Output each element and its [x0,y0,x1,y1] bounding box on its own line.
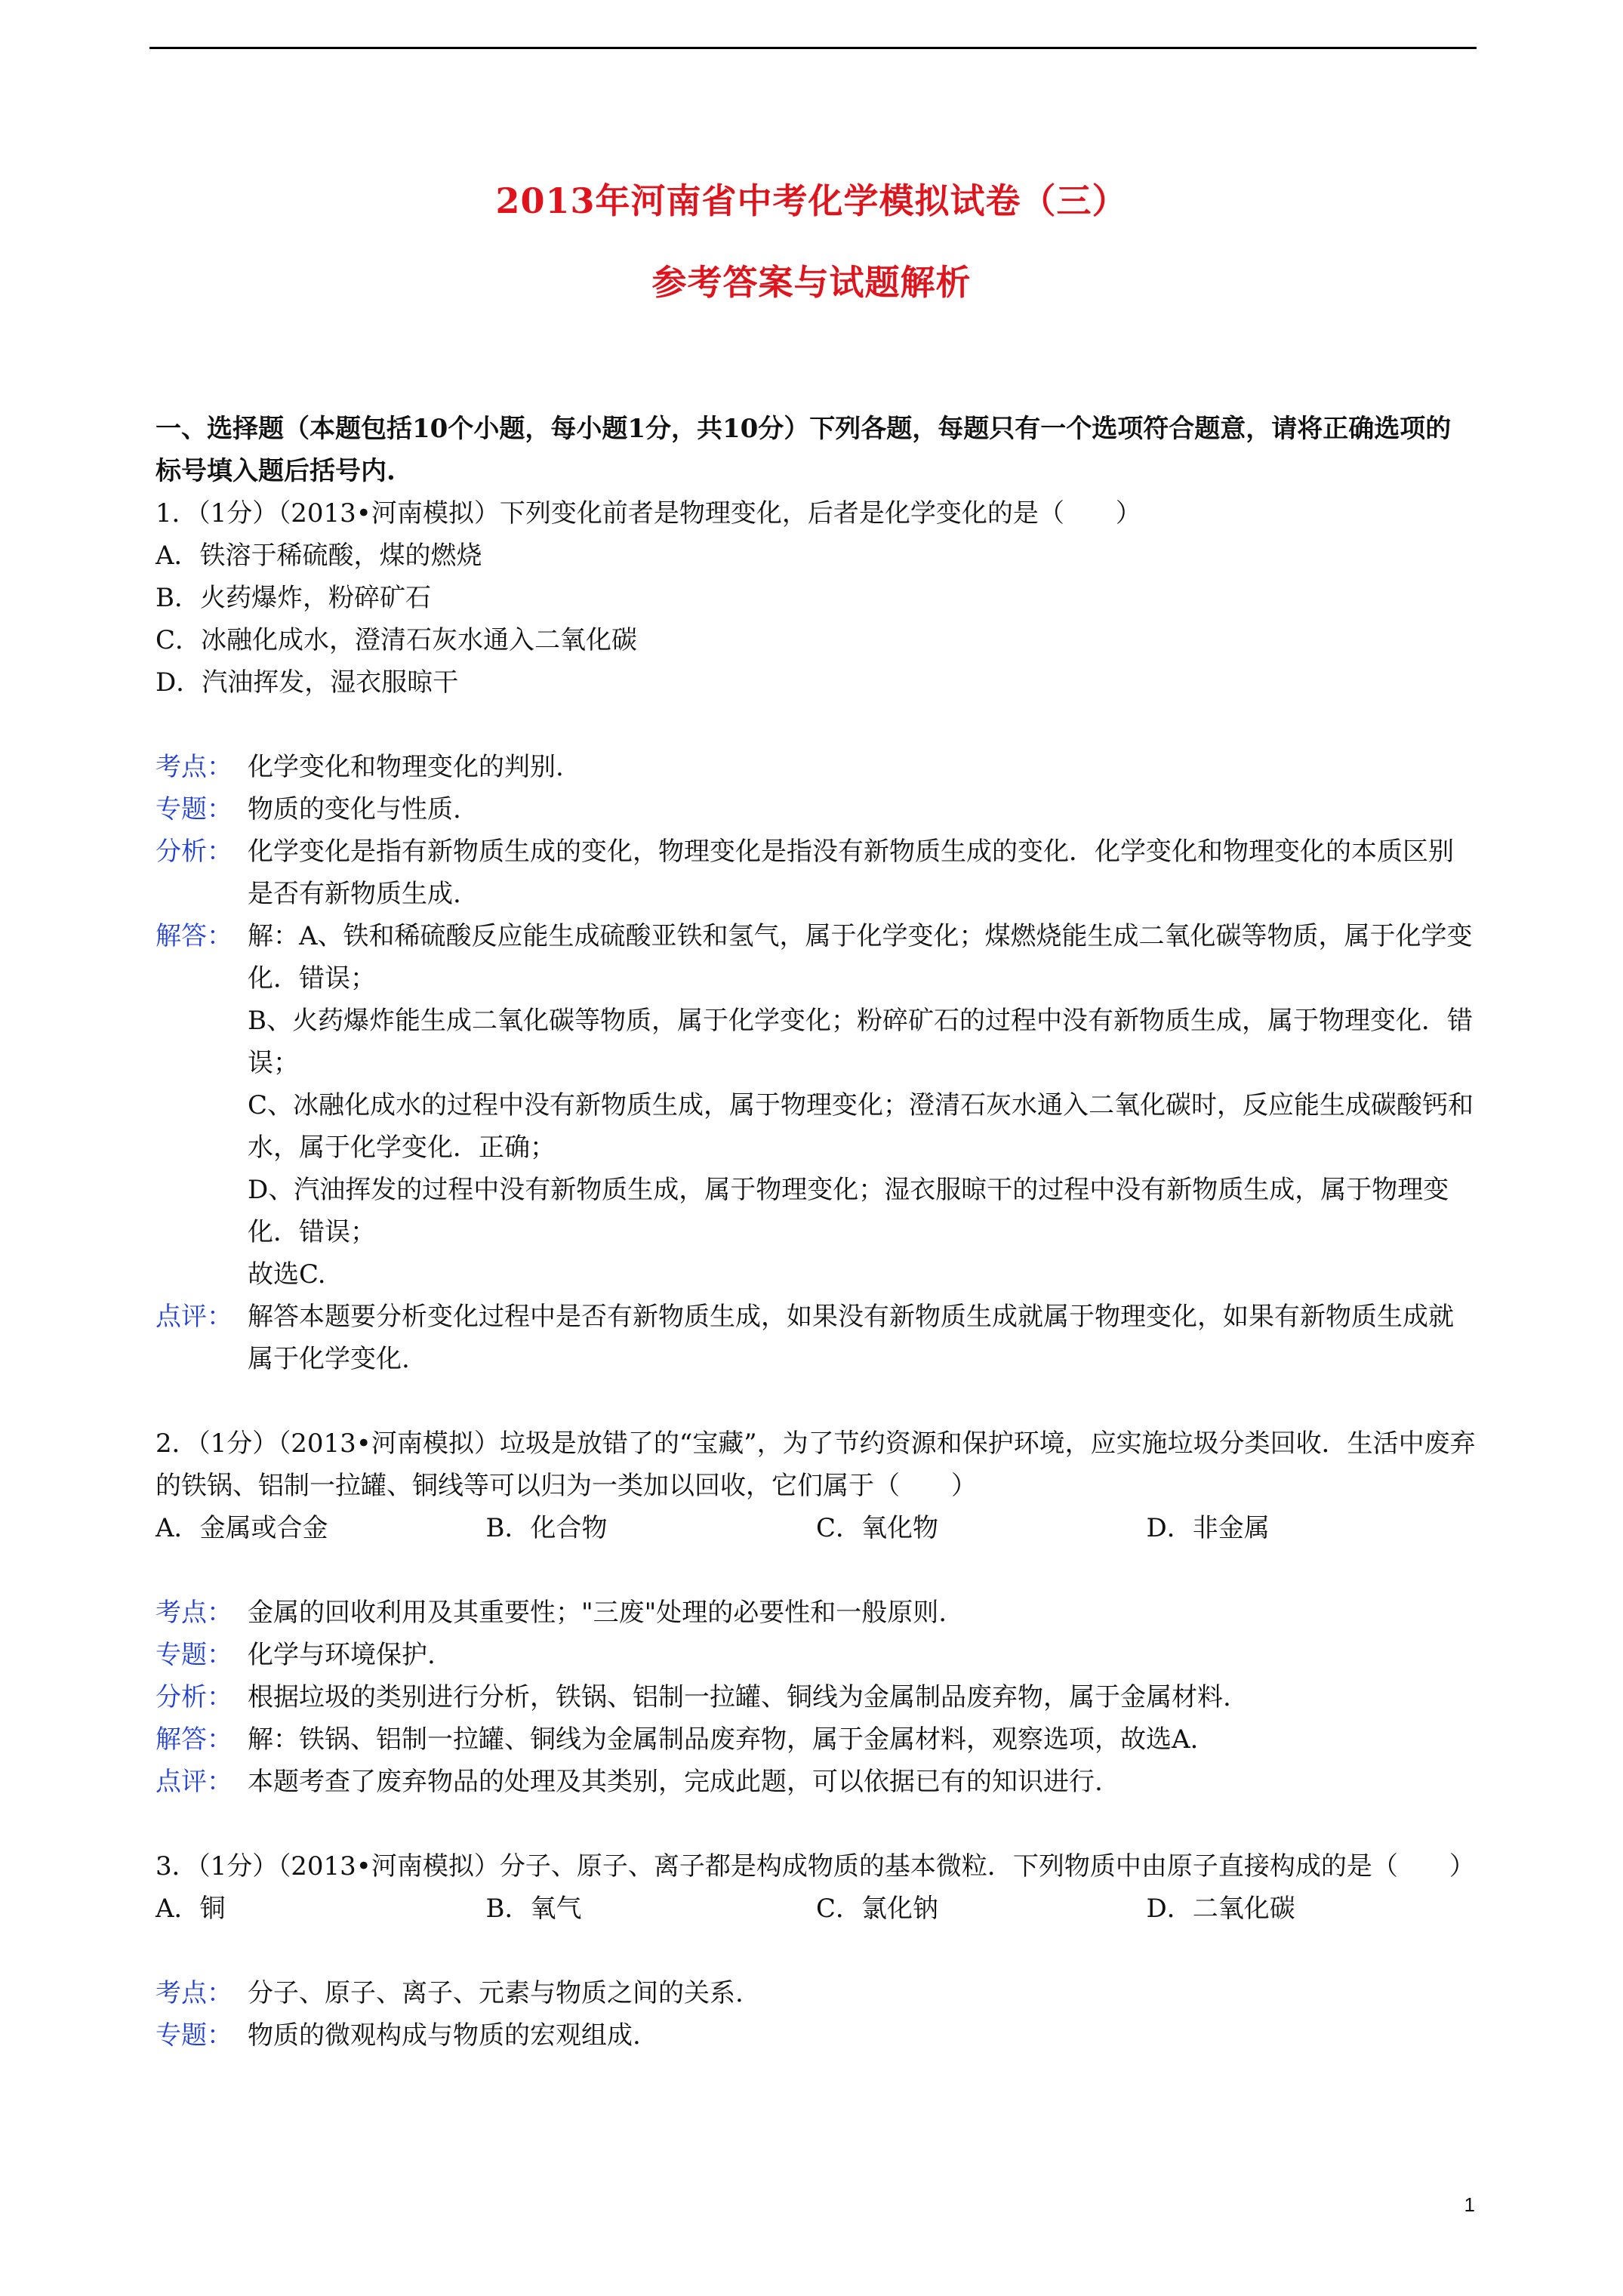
question-2-stem: 2．（1分）（2013•河南模拟）垃圾是放错了的“宝藏”，为了节约资源和保护环境，应实施垃圾分类回收．生活中废弃的铁锅、铝制一拉罐、铜线等可以归为一类加以回收，它们属于（ ） [156,1428,1476,1501]
page-title: 2013年河南省中考化学模拟试卷（三） [495,180,1128,221]
q1-kaodian [156,746,1477,788]
question-3-stem: 3．（1分）（2013•河南模拟）分子、原子、离子都是构成物质的基本微粒．下列物质中由原子直接构成的是（ ） [156,1851,1475,1881]
question-1-option-c: C．冰融化成水，澄清石灰水通入二氧化碳 [156,625,638,655]
question-1-option-a: A．铁溶于稀硫酸，煤的燃烧 [156,541,482,571]
q2-dianping [156,1761,1477,1803]
q1-fenxi [156,831,1477,915]
kaodian-label: 考点： [156,1978,233,2008]
question-3-option-d: D．二氧化碳 [1146,1894,1295,1924]
question-3-option-a: A．铜 [156,1894,226,1924]
document-body [156,408,1477,2057]
spacer [156,1930,1477,1972]
zhuanti-label: 专题： [156,2020,233,2051]
spacer [156,1549,1477,1592]
question-1-stem: 1．（1分）（2013•河南模拟）下列变化前者是物理变化，后者是化学变化的是（ ） [156,498,1141,529]
q1-jieda [156,915,1477,1296]
kaodian-label: 考点： [156,752,233,782]
header-rule [149,47,1477,49]
question-2-options [156,1507,1477,1549]
question-2-option-c: C．氧化物 [816,1513,939,1543]
page-subtitle: 参考答案与试题解析 [651,262,972,303]
jieda-label: 解答： [156,1724,233,1755]
q2-kaodian [156,1592,1477,1634]
zhuanti-text: 物质的变化与性质. [248,794,461,824]
zhuanti-label: 专题： [156,1640,233,1670]
kaodian-text: 分子、原子、离子、元素与物质之间的关系. [248,1978,744,2008]
zhuanti-text: 物质的微观构成与物质的宏观组成. [248,2020,641,2051]
page-number: 1 [1464,2193,1475,2216]
jieda-text: 解：铁锅、铝制一拉罐、铜线为金属制品废弃物，属于金属材料，观察选项，故选A. [248,1724,1199,1755]
dianping-label: 点评： [156,1302,233,1332]
fenxi-text: 化学变化是指有新物质生成的变化，物理变化是指没有新物质生成的变化．化学变化和物理变化的本质区别是否有新物质生成. [248,837,1454,909]
question-2-option-a: A．金属或合金 [156,1513,328,1543]
question-1-option-d: D．汽油挥发，湿衣服晾干 [156,667,459,698]
question-3-option-b: B．氧气 [485,1894,582,1924]
kaodian-label: 考点： [156,1598,233,1628]
fenxi-label: 分析： [156,837,233,867]
fenxi-label: 分析： [156,1682,233,1712]
question-3-option-c: C．氯化钠 [816,1894,939,1924]
question-2-option-d: D．非金属 [1146,1513,1270,1543]
jieda-line-a: 解：A、铁和稀硫酸反应能生成硫酸亚铁和氢气，属于化学变化；煤燃烧能生成二氧化碳等物质，属于化学变化．错误； [248,921,1473,994]
q2-zhuanti [156,1634,1477,1676]
q1-dianping [156,1296,1477,1380]
dianping-label: 点评： [156,1767,233,1797]
jieda-answer: 故选C. [248,1259,326,1290]
q3-zhuanti [156,2014,1477,2057]
dianping-text: 本题考查了废弃物品的处理及其类别，完成此题，可以依据已有的知识进行. [248,1767,1103,1797]
jieda-line-b: B、火药爆炸能生成二氧化碳等物质，属于化学变化；粉碎矿石的过程中没有新物质生成，属于物理变化．错误； [248,1006,1473,1078]
zhuanti-label: 专题： [156,794,233,824]
dianping-text: 解答本题要分析变化过程中是否有新物质生成，如果没有新物质生成就属于物理变化，如果有新物质生成就属于化学变化. [248,1302,1454,1374]
zhuanti-text: 化学与环境保护. [248,1640,436,1670]
q1-zhuanti [156,788,1477,831]
q2-jieda [156,1718,1477,1761]
kaodian-text: 化学变化和物理变化的判别. [248,752,564,782]
spacer [156,1803,1477,1845]
fenxi-text: 根据垃圾的类别进行分析，铁锅、铝制一拉罐、铜线为金属制品废弃物，属于金属材料. [248,1682,1231,1712]
question-2-option-b: B．化合物 [485,1513,608,1543]
jieda-line-d: D、汽油挥发的过程中没有新物质生成，属于物理变化；湿衣服晾干的过程中没有新物质生成，属于物理变化．错误； [248,1175,1449,1247]
q2-fenxi [156,1676,1477,1718]
spacer [156,704,1477,746]
question-1-option-b: B．火药爆炸，粉碎矿石 [156,583,431,613]
jieda-label: 解答： [156,921,233,951]
jieda-text [248,915,1477,1296]
question-3-options [156,1888,1477,1930]
section-heading: 一、选择题（本题包括10个小题，每小题1分，共10分）下列各题，每题只有一个选项符合题意，请将正确选项的标号填入题后括号内. [156,414,1452,486]
spacer [156,1380,1477,1422]
kaodian-text: 金属的回收利用及其重要性；"三废"处理的必要性和一般原则. [248,1598,947,1628]
q3-kaodian [156,1972,1477,2014]
jieda-line-c: C、冰融化成水的过程中没有新物质生成，属于物理变化；澄清石灰水通入二氧化碳时，反应能生成碳酸钙和水，属于化学变化．正确； [248,1090,1474,1163]
